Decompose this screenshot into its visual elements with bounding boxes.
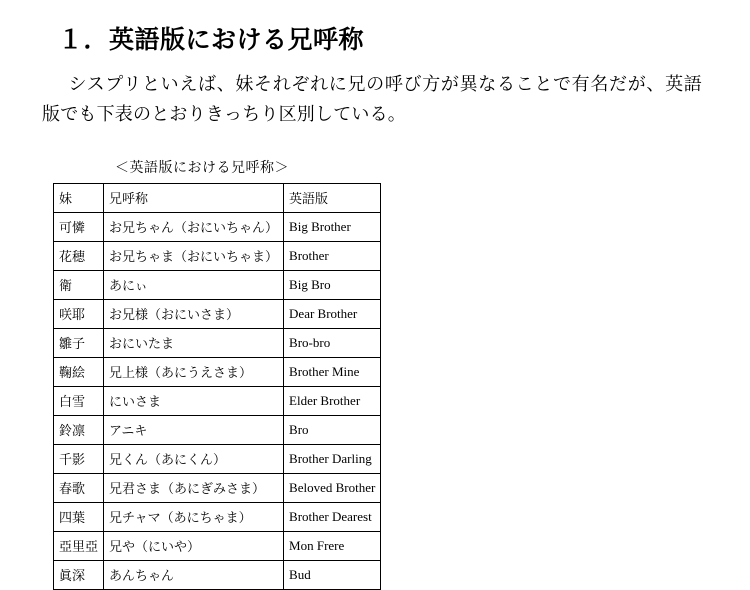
table-row bbox=[54, 445, 381, 474]
cell-term: おにいたま bbox=[104, 329, 284, 358]
cell-english: Brother Mine bbox=[284, 358, 381, 387]
table-header-sister: 妹 bbox=[54, 184, 104, 213]
cell-term: お兄ちゃん（おにいちゃん） bbox=[104, 213, 284, 242]
cell-term: 兄上様（あにうえさま） bbox=[104, 358, 284, 387]
cell-term: 兄チャマ（あにちゃま） bbox=[104, 503, 284, 532]
cell-english: Bud bbox=[284, 561, 381, 590]
table-row bbox=[54, 358, 381, 387]
cell-term: 兄や（にいや） bbox=[104, 532, 284, 561]
cell-term: にいさま bbox=[104, 387, 284, 416]
cell-english: Bro bbox=[284, 416, 381, 445]
table-row bbox=[54, 532, 381, 561]
cell-sister: 雛子 bbox=[54, 329, 104, 358]
cell-sister: 鞠絵 bbox=[54, 358, 104, 387]
table-header-english: 英語版 bbox=[284, 184, 381, 213]
cell-sister: 花穂 bbox=[54, 242, 104, 271]
table-header-term: 兄呼称 bbox=[104, 184, 284, 213]
table-row bbox=[54, 387, 381, 416]
cell-term: あにぃ bbox=[104, 271, 284, 300]
cell-sister: 咲耶 bbox=[54, 300, 104, 329]
table-row bbox=[54, 416, 381, 445]
table-row bbox=[54, 213, 381, 242]
cell-sister: 衛 bbox=[54, 271, 104, 300]
table-caption: ＜英語版における兄呼称＞ bbox=[115, 161, 289, 177]
cell-english: Dear Brother bbox=[284, 300, 381, 329]
intro-paragraph bbox=[0, 56, 750, 129]
cell-term: アニキ bbox=[104, 416, 284, 445]
table-row bbox=[54, 329, 381, 358]
cell-english: Brother Dearest bbox=[284, 503, 381, 532]
cell-term: お兄様（おにいさま） bbox=[104, 300, 284, 329]
table-row bbox=[54, 242, 381, 271]
cell-sister: 四葉 bbox=[54, 503, 104, 532]
table-header-row bbox=[54, 184, 381, 213]
cell-sister: 亞里亞 bbox=[54, 532, 104, 561]
cell-english: Beloved Brother bbox=[284, 474, 381, 503]
cell-term: あんちゃん bbox=[104, 561, 284, 590]
table-row bbox=[54, 561, 381, 590]
cell-term: 兄君さま（あにぎみさま） bbox=[104, 474, 284, 503]
page-title: １．英語版における兄呼称 bbox=[58, 27, 365, 54]
intro-paragraph-text: シスプリといえば、妹それぞれに兄の呼び方が異なることで有名だが、英語版でも下表のとおりきっちり区別している。 bbox=[42, 74, 702, 124]
table-container bbox=[0, 177, 750, 590]
brother-terms-table bbox=[53, 183, 381, 590]
cell-english: Brother Darling bbox=[284, 445, 381, 474]
cell-sister: 春歌 bbox=[54, 474, 104, 503]
cell-english: Big Brother bbox=[284, 213, 381, 242]
cell-sister: 白雪 bbox=[54, 387, 104, 416]
table-row bbox=[54, 300, 381, 329]
table-body bbox=[54, 184, 381, 590]
cell-english: Big Bro bbox=[284, 271, 381, 300]
table-row bbox=[54, 503, 381, 532]
cell-english: Brother bbox=[284, 242, 381, 271]
cell-english: Elder Brother bbox=[284, 387, 381, 416]
cell-english: Bro-bro bbox=[284, 329, 381, 358]
table-row bbox=[54, 271, 381, 300]
table-row bbox=[54, 474, 381, 503]
cell-term: お兄ちゃま（おにいちゃま） bbox=[104, 242, 284, 271]
cell-english: Mon Frere bbox=[284, 532, 381, 561]
cell-sister: 眞深 bbox=[54, 561, 104, 590]
cell-sister: 千影 bbox=[54, 445, 104, 474]
cell-sister: 鈴凛 bbox=[54, 416, 104, 445]
cell-term: 兄くん（あにくん） bbox=[104, 445, 284, 474]
cell-sister: 可憐 bbox=[54, 213, 104, 242]
